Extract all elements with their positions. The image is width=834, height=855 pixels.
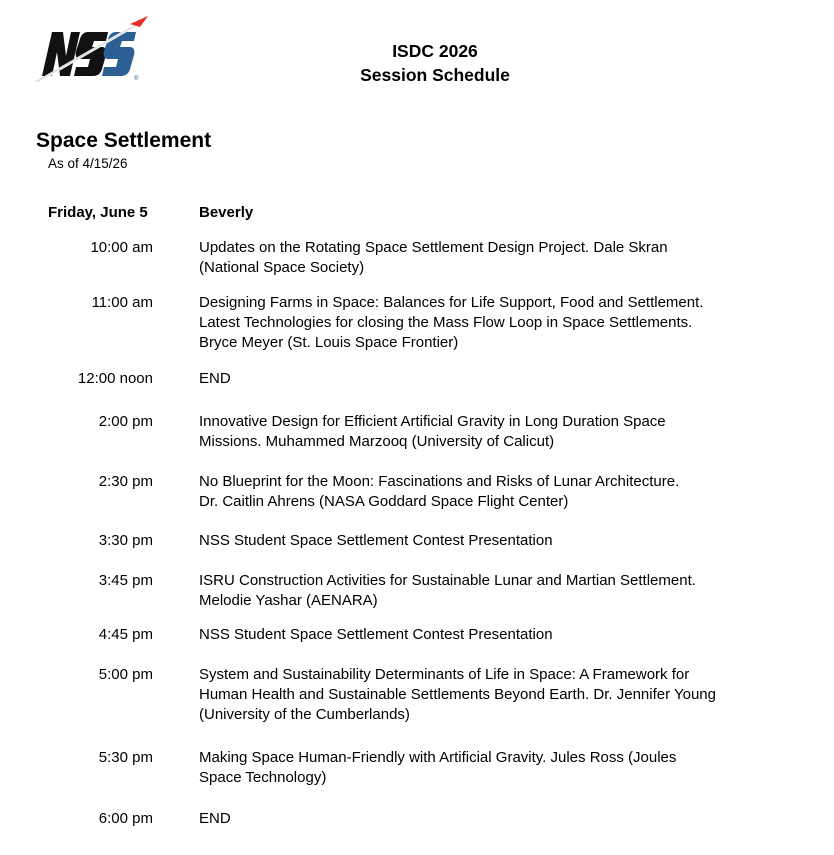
session-time: 12:00 noon — [77, 370, 153, 387]
session-time: 3:45 pm — [98, 572, 153, 589]
session-line: Making Space Human-Friendly with Artificial Gravity. Jules Ross (Joules — [199, 749, 677, 766]
session-line: Human Health and Sustainable Settlements Beyond Earth. Dr. Jennifer Young — [199, 686, 716, 703]
session-time: 2:30 pm — [98, 473, 153, 490]
session-line: Dr. Caitlin Ahrens (NASA Goddard Space Flight Center) — [199, 493, 569, 510]
nss-logo — [30, 14, 150, 84]
session-line: Bryce Meyer (St. Louis Space Frontier) — [199, 334, 459, 351]
nss-logo-icon — [30, 14, 150, 84]
event-title: ISDC 2026 — [392, 41, 478, 61]
session-description — [199, 238, 759, 278]
session-description — [199, 293, 759, 353]
day-label: Friday, June 5 — [48, 204, 148, 221]
session-line: Designing Farms in Space: Balances for Life Support, Food and Settlement. — [199, 294, 704, 311]
session-line: NSS Student Space Settlement Contest Presentation — [199, 626, 553, 643]
session-description — [199, 369, 759, 389]
session-time: 5:30 pm — [98, 749, 153, 766]
session-line: END — [199, 810, 231, 827]
session-line: ISRU Construction Activities for Sustainable Lunar and Martian Settlement. — [199, 572, 696, 589]
session-time: 3:30 pm — [98, 532, 153, 549]
session-line: (University of the Cumberlands) — [199, 706, 410, 723]
room-label: Beverly — [199, 204, 254, 221]
session-line: (National Space Society) — [199, 259, 365, 276]
session-description — [199, 531, 759, 551]
session-line: Latest Technologies for closing the Mass Flow Loop in Space Settlements. — [199, 314, 693, 331]
session-line: Space Technology) — [199, 769, 327, 786]
session-line: Melodie Yashar (AENARA) — [199, 592, 378, 609]
schedule-title: Session Schedule — [360, 65, 510, 85]
session-line: System and Sustainability Determinants of Life in Space: A Framework for — [199, 666, 690, 683]
session-description — [199, 625, 759, 645]
section-title: Space Settlement — [36, 129, 212, 152]
session-time: 4:45 pm — [98, 626, 153, 643]
session-time: 5:00 pm — [98, 666, 153, 683]
session-line: Missions. Muhammed Marzooq (University of Calicut) — [199, 433, 555, 450]
document-title — [300, 39, 570, 87]
session-description — [199, 472, 759, 512]
session-description — [199, 809, 759, 829]
session-time: 10:00 am — [90, 239, 153, 256]
session-line: END — [199, 370, 231, 387]
session-description — [199, 412, 759, 452]
session-description — [199, 748, 759, 788]
session-description — [199, 665, 759, 725]
session-time: 2:00 pm — [98, 413, 153, 430]
session-line: No Blueprint for the Moon: Fascinations and Risks of Lunar Architecture. — [199, 473, 680, 490]
session-line: Innovative Design for Efficient Artificial Gravity in Long Duration Space — [199, 413, 666, 430]
session-time: 6:00 pm — [98, 810, 153, 827]
as-of-date: As of 4/15/26 — [48, 156, 128, 171]
session-description — [199, 571, 759, 611]
session-line: Updates on the Rotating Space Settlement Design Project. Dale Skran — [199, 239, 668, 256]
session-time: 11:00 am — [91, 294, 153, 311]
session-line: NSS Student Space Settlement Contest Presentation — [199, 532, 553, 549]
svg-text:®: ® — [134, 76, 139, 82]
